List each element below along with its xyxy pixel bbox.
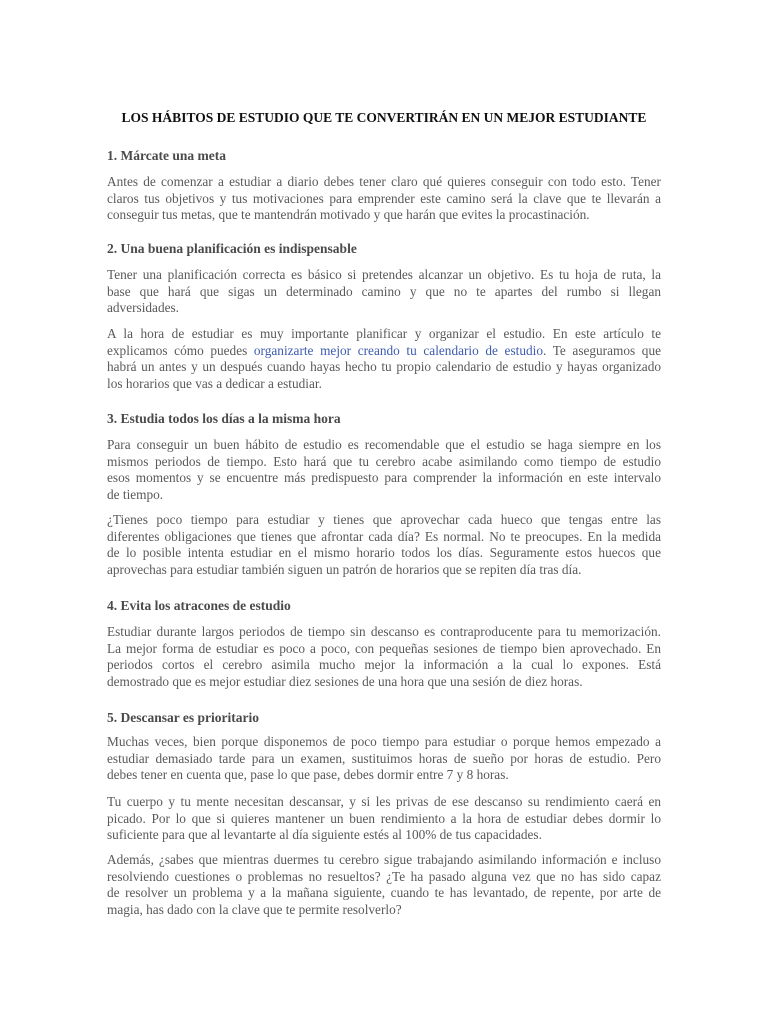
text-segment: Para conseguir un buen hábito de estudio es recomendable que el estudio se haga siempre en los — [107, 437, 661, 452]
text-line — [107, 624, 661, 641]
text-segment: habrá un antes y un después cuando hayas hecho tu propio calendario de estudio y hayas organizado — [107, 359, 661, 375]
section-heading: 3. Estudia todos los días a la misma hora — [107, 411, 341, 426]
text-segment: de tiempo. — [107, 486, 164, 502]
text-segment: demostrado que es mejor estudiar diez sesiones de una hora que una sesión de diez horas. — [107, 673, 583, 689]
text-line — [107, 734, 661, 751]
text-segment: A la hora de estudiar es muy importante planificar y organizar el estudio. En este artículo te — [107, 326, 661, 341]
text-line — [107, 343, 661, 360]
text-segment: esos momentos y se encuentre más predispuesto para comprender la información en este intervalo — [107, 470, 661, 486]
text-segment: magia, has dado con la clave que te permite resolverlo? — [107, 901, 402, 917]
text-segment: debes tener en cuenta que, pase lo que pase, debes dormir entre 7 y 8 horas. — [107, 767, 509, 783]
text-segment: resolviendo cuestiones o problemas no resueltos? ¿Te ha pasado alguna vez que no has sido capaz — [107, 868, 661, 884]
text-segment: mismos periodos de tiempo. Esto hará que tu cerebro acabe asimilando como tiempo de estudio — [107, 453, 661, 469]
text-segment: Además, ¿sabes que mientras duermes tu cerebro sigue trabajando asimilando información e incluso — [107, 852, 661, 867]
text-segment: ¿Tienes poco tiempo para estudiar y tienes que aprovechar cada hueco que tengas entre las — [107, 512, 661, 527]
text-segment: los horarios que vas a dedicar a estudiar. — [107, 375, 322, 391]
text-line — [107, 529, 661, 546]
text-segment: La mejor forma de estudiar es poco a poco, con pequeñas sesiones de tiempo bien aprovechado. En — [107, 640, 661, 656]
text-line — [107, 827, 661, 844]
text-line — [107, 751, 661, 768]
text-segment: suficiente para que al levantarte al día siguiente estés al 100% de tus capacidades. — [107, 827, 542, 843]
paragraph — [107, 794, 661, 844]
text-line — [107, 869, 661, 886]
paragraph — [107, 734, 661, 784]
text-segment: Estudiar durante largos periodos de tiempo sin descanso es contraproducente para tu memorización. — [107, 624, 661, 639]
text-line — [107, 470, 661, 487]
text-line — [107, 512, 661, 529]
text-line — [107, 794, 661, 811]
text-segment: picado. Por lo que si quieres mantener un buen rendimiento a la hora de estudiar debes dormir lo — [107, 810, 661, 826]
text-line — [107, 437, 661, 454]
paragraph — [107, 852, 661, 918]
paragraph — [107, 624, 661, 690]
document-title: LOS HÁBITOS DE ESTUDIO QUE TE CONVERTIRÁN EN UN MEJOR ESTUDIANTE — [121, 110, 647, 125]
section-heading: 2. Una buena planificación es indispensable — [107, 241, 357, 256]
text-line — [107, 902, 661, 919]
text-line — [107, 657, 661, 674]
text-line — [107, 487, 661, 504]
calendar-article-link[interactable]: organizarte mejor creando tu calendario de estudio — [253, 342, 543, 358]
text-segment: adversidades. — [107, 300, 179, 316]
text-line — [107, 562, 661, 579]
text-segment: base que hará que sigas un determinado camino y que no te apartes del rumbo si llegan — [107, 283, 661, 299]
text-line — [107, 885, 661, 902]
text-line — [107, 767, 661, 784]
text-line — [107, 811, 661, 828]
text-line — [107, 852, 661, 869]
text-segment: . Te aseguramos que — [542, 342, 662, 358]
paragraph — [107, 174, 661, 224]
text-line — [107, 267, 661, 284]
paragraph — [107, 512, 661, 578]
text-segment: claros tus objetivos y tus motivaciones para emprender este camino será la clave que te llevarán a — [107, 190, 661, 206]
text-line — [107, 191, 661, 208]
text-segment: estudiar demasiado tarde para un examen, sustituimos horas de sueño por horas de estudio. Pero — [107, 750, 661, 766]
text-line — [107, 454, 661, 471]
text-line — [107, 326, 661, 343]
text-line — [107, 207, 661, 224]
text-line — [107, 545, 661, 562]
text-line — [107, 300, 661, 317]
text-segment: Antes de comenzar a estudiar a diario debes tener claro qué quieres conseguir con todo esto. Tener — [107, 174, 661, 189]
section-heading: 5. Descansar es prioritario — [107, 710, 259, 725]
text-segment: Muchas veces, bien porque disponemos de poco tiempo para estudiar o porque hemos empezado a — [107, 734, 661, 749]
text-line — [107, 174, 661, 191]
text-segment: Tu cuerpo y tu mente necesitan descansar, y si les privas de ese descanso su rendimiento caerá en — [107, 794, 661, 809]
section-heading: 4. Evita los atracones de estudio — [107, 598, 291, 613]
text-line — [107, 359, 661, 376]
text-line — [107, 376, 661, 393]
text-segment: periodos cortos el cerebro asimila mucho mejor la información a la cual lo expones. Está — [107, 657, 661, 673]
text-line — [107, 284, 661, 301]
text-segment: diferentes obligaciones que tienes que afrontar cada día? Es normal. No te preocupes. En la medida — [107, 528, 661, 544]
text-segment: de lo posible intenta estudiar en el mismo horario todos los días. Seguramente estos huecos que — [107, 545, 661, 561]
paragraph — [107, 437, 661, 503]
text-line — [107, 674, 661, 691]
paragraph — [107, 326, 661, 392]
text-segment: aprovechas para estudiar también siguen un patrón de horarios que se repiten día tras día. — [107, 561, 582, 577]
text-segment: explicamos cómo puedes — [107, 342, 254, 358]
text-segment: conseguir tus metas, que te mantendrán motivado y que harán que evites la procastinación. — [107, 207, 590, 223]
paragraph — [107, 267, 661, 317]
section-heading: 1. Márcate una meta — [107, 148, 226, 163]
text-line — [107, 641, 661, 658]
text-segment: Tener una planificación correcta es básico si pretendes alcanzar un objetivo. Es tu hoja de ruta, la — [107, 267, 661, 282]
text-segment: de resolver un problema y a la mañana siguiente, cuando te has levantado, de repente, por arte de — [107, 885, 661, 901]
